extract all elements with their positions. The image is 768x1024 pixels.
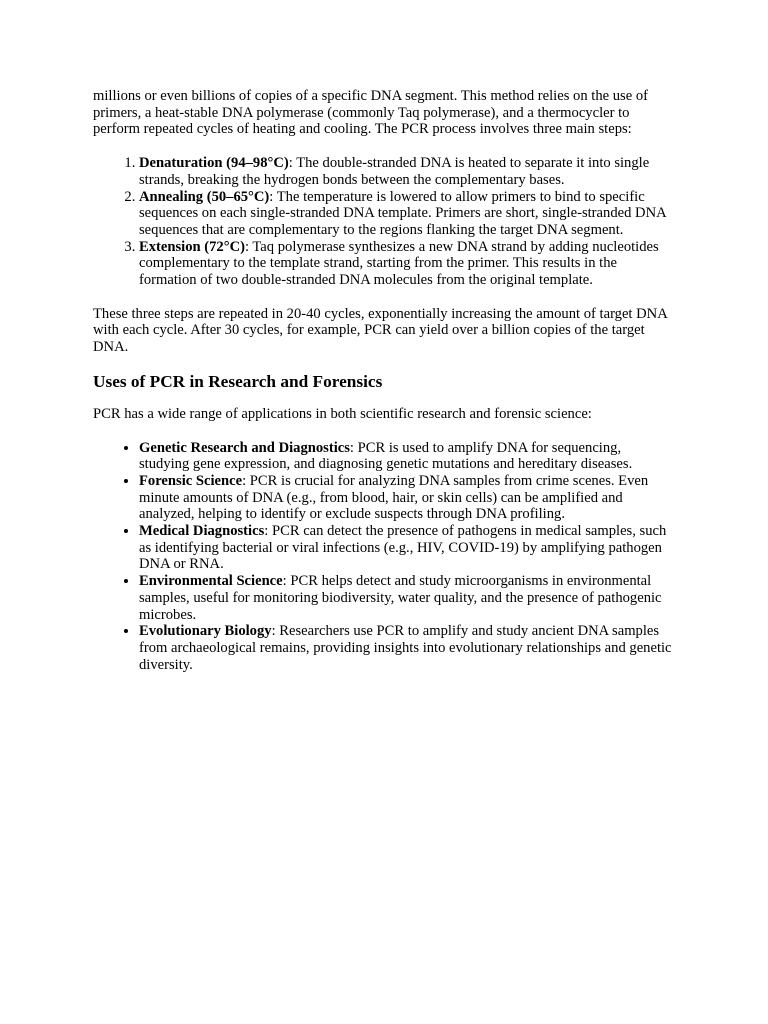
list-item-step-annealing [139,189,673,239]
use-description: : PCR helps detect and study microorganisms in environmental samples, useful for monitoring biodiversity, water quality, and the presence of pathogenic microbes. [139,573,662,623]
document-page [93,88,673,673]
list-item-use-forensic-science [139,473,673,523]
pcr-uses-list [93,440,673,674]
use-term: Genetic Research and Diagnostics [139,439,350,456]
use-term: Environmental Science [139,573,283,590]
use-description: : PCR is crucial for analyzing DNA samples from crime scenes. Even minute amounts of DNA (e.g., from blood, hair, or skin cells) can be amplified and analyzed, helping to identify or exclude suspects through DNA profiling. [139,472,649,523]
use-description: : Researchers use PCR to amplify and study ancient DNA samples from archaeological remains, providing insights into evolutionary relationships and genetic diversity. [139,623,672,673]
list-item-step-denaturation [139,155,673,188]
step-term: Annealing (50–65°C) [139,188,270,205]
section-heading-uses: Uses of PCR in Research and Forensics [93,371,383,391]
list-item-step-extension [139,239,673,289]
list-item-use-genetic-research [139,440,673,473]
use-term: Evolutionary Biology [139,623,272,640]
pcr-steps-list [93,155,673,289]
step-term: Extension (72°C) [139,238,245,255]
uses-intro-paragraph: PCR has a wide range of applications in both scientific research and forensic science: [93,405,592,422]
step-description: : Taq polymerase synthesizes a new DNA strand by adding nucleotides complementary to the template strand, starting from the primer. This results in the formation of two double-stranded DNA molecules from the original template. [139,238,659,289]
step-description: : The temperature is lowered to allow primers to bind to specific sequences on each single-stranded DNA template. Primers are short, single-stranded DNA sequences that are complementary to the regions flanking the target DNA segment. [139,188,666,238]
cycles-paragraph: These three steps are repeated in 20-40 cycles, exponentially increasing the amount of target DNA with each cycle. After 30 cycles, for example, PCR can yield over a billion copies of the target DNA. [93,305,667,356]
step-description: : The double-stranded DNA is heated to separate it into single strands, breaking the hydrogen bonds between the complementary bases. [139,155,650,188]
use-term: Forensic Science [139,472,243,489]
list-item-use-medical-diagnostics [139,523,673,573]
use-description: : PCR can detect the presence of pathogens in medical samples, such as identifying bacterial or viral infections (e.g., HIV, COVID-19) by amplifying pathogen DNA or RNA. [139,523,667,573]
step-term: Denaturation (94–98°C) [139,155,289,172]
use-description: : PCR is used to amplify DNA for sequencing, studying gene expression, and diagnosing genetic mutations and hereditary diseases. [139,439,633,473]
list-item-use-evolutionary-biology [139,623,673,673]
use-term: Medical Diagnostics [139,523,265,540]
list-item-use-environmental-science [139,573,673,623]
intro-paragraph: millions or even billions of copies of a specific DNA segment. This method relies on the use of primers, a heat-stable DNA polymerase (commonly Taq polymerase), and a thermocycler to perform repeated cycles of heating and cooling. The PCR process involves three main steps: [93,88,648,138]
